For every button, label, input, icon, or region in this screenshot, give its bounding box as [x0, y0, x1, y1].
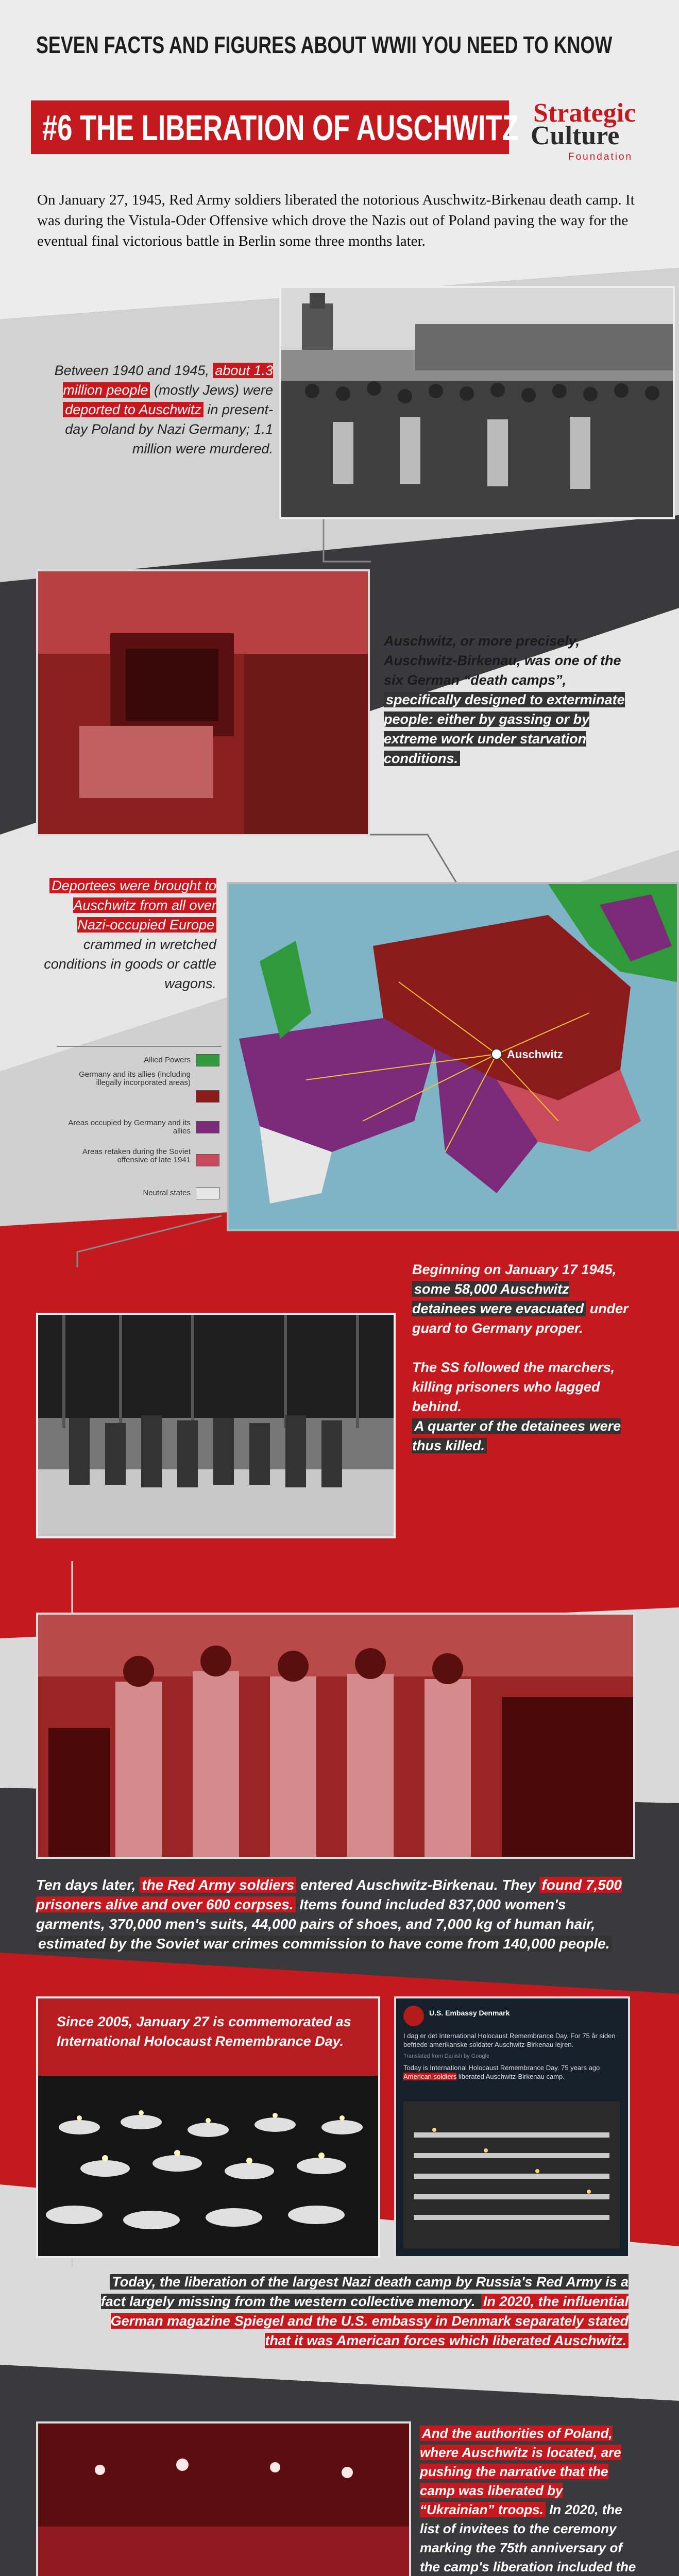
fact1-highlight: about 1.3 million people — [63, 363, 273, 398]
fact1-mid: (mostly Jews) were — [150, 382, 273, 398]
legend-occupied: Areas occupied by Germany and its allies — [68, 1118, 191, 1136]
fact5-highlight1: the Red Army soldiers — [140, 1877, 296, 1893]
tweet-line3: liberated Auschwitz-Birkenau camp. — [458, 2073, 565, 2080]
fact7-highlight: In 2020, the influential German magazine Spiegel and the U.S. embassy in Denmark separately stated that it was American forces which liberated Auschwitz. — [110, 2294, 629, 2348]
fact2-pre: Auschwitz, or more precisely, Auschwitz-Birkenau, was one of the six German “death camps”, — [384, 633, 621, 688]
tweet-line1: I dag er det International Holocaust Remembrance Day. For 75 år siden befriede amerikanske soldater Auschwitz-Birkenau lejren. — [403, 2032, 616, 2048]
tweet-avatar — [403, 2006, 424, 2026]
photo-ceremony — [36, 2421, 411, 2576]
tweet-highlight: American soldiers — [403, 2073, 457, 2080]
legend-swatch-retaken — [196, 1154, 219, 1166]
legend-swatch-allied — [196, 1054, 219, 1066]
fact4-p1b: under guard to Germany proper. — [412, 1301, 629, 1336]
logo-line3: Foundation — [568, 151, 633, 162]
legend-divider — [57, 1046, 222, 1049]
logo — [528, 98, 662, 165]
fact1-pre: Between 1940 and 1945, — [54, 363, 213, 378]
map-auschwitz-label: Auschwitz — [507, 1048, 563, 1061]
legend-swatch-germany — [196, 1090, 219, 1103]
fact3-post: crammed in wretched conditions in goods or cattle wagons. — [44, 937, 216, 991]
fact8-caption — [420, 2424, 636, 2576]
fact4-p2: The SS followed the marchers, killing prisoners who lagged behind. — [412, 1360, 615, 1414]
fact5-highlight3: estimated by the Soviet war crimes commission to have come from 140,000 people. — [36, 1936, 612, 1952]
fact5-highlight2: found 7,500 prisoners alive and over 600 corpses. — [36, 1877, 622, 1912]
page-title: SEVEN FACTS AND FIGURES ABOUT WWII YOU NEED TO KNOW — [36, 31, 613, 58]
fact4-caption — [412, 1260, 629, 1455]
banner-title: #6 THE LIBERATION OF AUSCHWITZ — [42, 108, 519, 148]
legend-swatch-occupied — [196, 1121, 219, 1133]
fact4-p1a: Beginning on January 17 1945, — [412, 1262, 617, 1277]
fact5-a: Ten days later, — [36, 1877, 140, 1893]
fact5-caption — [36, 1875, 629, 1954]
tweet-screenshot — [394, 1996, 630, 2258]
fact2-caption — [384, 631, 631, 768]
fact7-text: Today, the liberation of the largest Nazi death camp by Russia's Red Army is a fact largely missing from the western collective memory. — [100, 2274, 629, 2309]
fact5-b: entered Auschwitz-Birkenau. They — [296, 1877, 540, 1893]
fact3-caption — [41, 876, 216, 993]
fact4-p1-highlight: some 58,000 Auschwitz detainees were evacuated — [412, 1281, 586, 1316]
fact4-p3-highlight: A quarter of the detainees were thus killed. — [412, 1418, 621, 1453]
fact7-caption — [88, 2272, 629, 2350]
fact1-post: in present-day Poland by Nazi Germany; 1.1 million were murdered. — [65, 402, 273, 456]
intro-paragraph: On January 27, 1945, Red Army soldiers liberated the notorious Auschwitz-Birkenau death camp. It was during the Vistula-Oder Offensive which drove the Nazis out of Poland paving the way for the eventual final victorious battle in Berlin some three months later. — [37, 192, 635, 249]
legend-allied: Allied Powers — [144, 1056, 191, 1064]
fact5-c: Items found included 837,000 women's garments, 370,000 men's suits, 44,000 pairs of shoes, and 7,000 kg of human hair, — [36, 1896, 596, 1932]
fact8-highlight1: And the authorities of Poland, where Auschwitz is located, are pushing the narrative that the camp was liberated by “Ukrainian” troops. — [420, 2426, 621, 2517]
fact8-text: In 2020, the list of invitees to the ceremony marking the 75th anniversary of the camp's liberation included the — [420, 2502, 636, 2574]
fact2-highlight: specifically designed to exterminate people: either by gassing or by extreme work under starvation conditions. — [384, 692, 625, 766]
legend-germany: Germany and its allies (including illegally incorporated areas) — [79, 1070, 191, 1087]
logo-line1: Strategic — [533, 98, 636, 128]
fact3-highlight: Deportees were brought to Auschwitz from all over Nazi-occupied Europe — [49, 878, 216, 933]
photo-camp-crowd — [279, 286, 675, 519]
fact1-caption — [46, 361, 273, 459]
tweet-account: U.S. Embassy Denmark — [429, 2009, 510, 2017]
photo-liberated-prisoners — [36, 1613, 635, 1859]
photo-crematorium — [36, 569, 370, 836]
fact1-highlight2: deported to Auschwitz — [63, 402, 203, 417]
tweet-translated — [403, 2063, 620, 2081]
legend-retaken: Areas retaken during the Soviet offensive of late 1941 — [82, 1147, 191, 1164]
legend-swatch-neutral — [196, 1187, 219, 1199]
tweet-line2: Today is International Holocaust Remembrance Day. 75 years ago — [403, 2064, 600, 2072]
legend-neutral: Neutral states — [143, 1189, 191, 1197]
tweet-translate: Translated from Danish by Google — [403, 2053, 490, 2059]
photo-death-march — [36, 1313, 396, 1538]
fact6-caption: Since 2005, January 27 is commemorated as International Holocaust Remembrance Day. — [57, 2014, 351, 2049]
europe-map — [227, 882, 679, 1231]
logo-line2: Culture — [531, 121, 620, 150]
